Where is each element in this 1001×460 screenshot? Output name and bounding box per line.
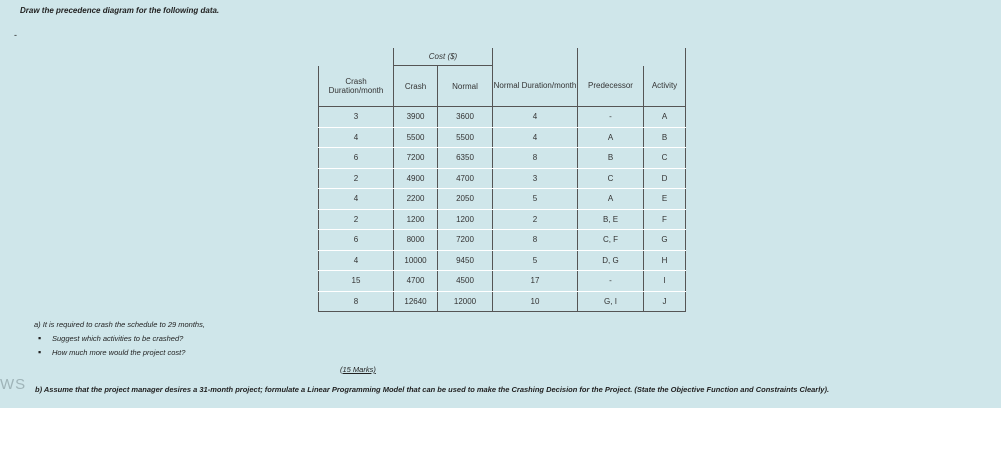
table-row bbox=[319, 168, 686, 189]
cell-normal-cost: 9450 bbox=[438, 250, 493, 271]
table-row bbox=[319, 250, 686, 271]
cell-crash-duration: 6 bbox=[319, 148, 394, 169]
table-row bbox=[319, 107, 686, 128]
watermark: WS bbox=[0, 376, 27, 393]
cell-crash-duration: 4 bbox=[319, 250, 394, 271]
cell-normal-duration: 3 bbox=[493, 168, 578, 189]
cell-predecessor: C, F bbox=[578, 230, 644, 251]
cell-crash-cost: 10000 bbox=[394, 250, 438, 271]
cell-normal-cost: 6350 bbox=[438, 148, 493, 169]
cell-activity: H bbox=[644, 250, 686, 271]
cell-crash-cost: 3900 bbox=[394, 107, 438, 128]
cell-predecessor: D, G bbox=[578, 250, 644, 271]
cell-normal-duration: 2 bbox=[493, 209, 578, 230]
cell-crash-cost: 2200 bbox=[394, 189, 438, 210]
table-row bbox=[319, 291, 686, 312]
cell-predecessor: C bbox=[578, 168, 644, 189]
question-a-bullet-2: ▪ How much more would the project cost? bbox=[52, 348, 185, 357]
cell-activity: F bbox=[644, 209, 686, 230]
cell-activity: G bbox=[644, 230, 686, 251]
table-row bbox=[319, 148, 686, 169]
table-row bbox=[319, 209, 686, 230]
cell-activity: D bbox=[644, 168, 686, 189]
cell-normal-duration: 4 bbox=[493, 127, 578, 148]
cell-normal-cost: 5500 bbox=[438, 127, 493, 148]
cell-activity: E bbox=[644, 189, 686, 210]
question-b: b) Assume that the project manager desires a 31-month project; formulate a Linear Programming Model that can be used to make the Crashing Decision for the Project. (State the Objective Function and Constraints Clearly). bbox=[35, 385, 830, 394]
col-crash-cost: Crash bbox=[394, 66, 438, 107]
cell-crash-cost: 12640 bbox=[394, 291, 438, 312]
question-a: a) It is required to crash the schedule to 29 months, bbox=[34, 320, 205, 329]
cell-activity: I bbox=[644, 271, 686, 292]
cell-activity: B bbox=[644, 127, 686, 148]
col-normal-duration: Normal Duration/month bbox=[493, 66, 578, 107]
cell-crash-duration: 3 bbox=[319, 107, 394, 128]
cell-crash-duration: 15 bbox=[319, 271, 394, 292]
cell-activity: A bbox=[644, 107, 686, 128]
dash-mark: - bbox=[14, 30, 17, 40]
cell-normal-cost: 3600 bbox=[438, 107, 493, 128]
cell-activity: C bbox=[644, 148, 686, 169]
cost-header: Cost ($) bbox=[394, 48, 493, 66]
cell-normal-duration: 5 bbox=[493, 189, 578, 210]
activity-table bbox=[318, 48, 686, 312]
cell-normal-duration: 8 bbox=[493, 148, 578, 169]
cell-normal-cost: 12000 bbox=[438, 291, 493, 312]
col-normal-cost: Normal bbox=[438, 66, 493, 107]
cell-normal-cost: 7200 bbox=[438, 230, 493, 251]
cell-crash-duration: 4 bbox=[319, 189, 394, 210]
cell-normal-duration: 5 bbox=[493, 250, 578, 271]
cell-predecessor: B, E bbox=[578, 209, 644, 230]
cell-crash-cost: 8000 bbox=[394, 230, 438, 251]
cell-predecessor: B bbox=[578, 148, 644, 169]
cell-crash-duration: 8 bbox=[319, 291, 394, 312]
cell-normal-duration: 4 bbox=[493, 107, 578, 128]
table-row bbox=[319, 230, 686, 251]
marks-label: (15 Marks) bbox=[340, 365, 376, 374]
cell-normal-cost: 1200 bbox=[438, 209, 493, 230]
cell-crash-cost: 4700 bbox=[394, 271, 438, 292]
cell-normal-duration: 10 bbox=[493, 291, 578, 312]
cell-normal-cost: 2050 bbox=[438, 189, 493, 210]
cell-normal-cost: 4700 bbox=[438, 168, 493, 189]
cell-crash-cost: 5500 bbox=[394, 127, 438, 148]
question-a-bullet-1: ▪ Suggest which activities to be crashed? bbox=[52, 334, 183, 343]
table-row bbox=[319, 271, 686, 292]
cell-normal-duration: 17 bbox=[493, 271, 578, 292]
cell-crash-cost: 4900 bbox=[394, 168, 438, 189]
cell-predecessor: - bbox=[578, 107, 644, 128]
cell-crash-duration: 6 bbox=[319, 230, 394, 251]
cell-crash-duration: 2 bbox=[319, 168, 394, 189]
col-crash-duration: Crash Duration/month bbox=[319, 66, 394, 107]
col-activity: Activity bbox=[644, 66, 686, 107]
cell-normal-cost: 4500 bbox=[438, 271, 493, 292]
table-row bbox=[319, 127, 686, 148]
cell-crash-cost: 1200 bbox=[394, 209, 438, 230]
cell-predecessor: A bbox=[578, 189, 644, 210]
question-heading: Draw the precedence diagram for the following data. bbox=[20, 6, 220, 15]
cell-crash-duration: 4 bbox=[319, 127, 394, 148]
cell-predecessor: - bbox=[578, 271, 644, 292]
cell-predecessor: G, I bbox=[578, 291, 644, 312]
cell-crash-cost: 7200 bbox=[394, 148, 438, 169]
col-predecessor: Predecessor bbox=[578, 66, 644, 107]
table-row bbox=[319, 189, 686, 210]
cell-activity: J bbox=[644, 291, 686, 312]
cell-predecessor: A bbox=[578, 127, 644, 148]
cell-normal-duration: 8 bbox=[493, 230, 578, 251]
cell-crash-duration: 2 bbox=[319, 209, 394, 230]
